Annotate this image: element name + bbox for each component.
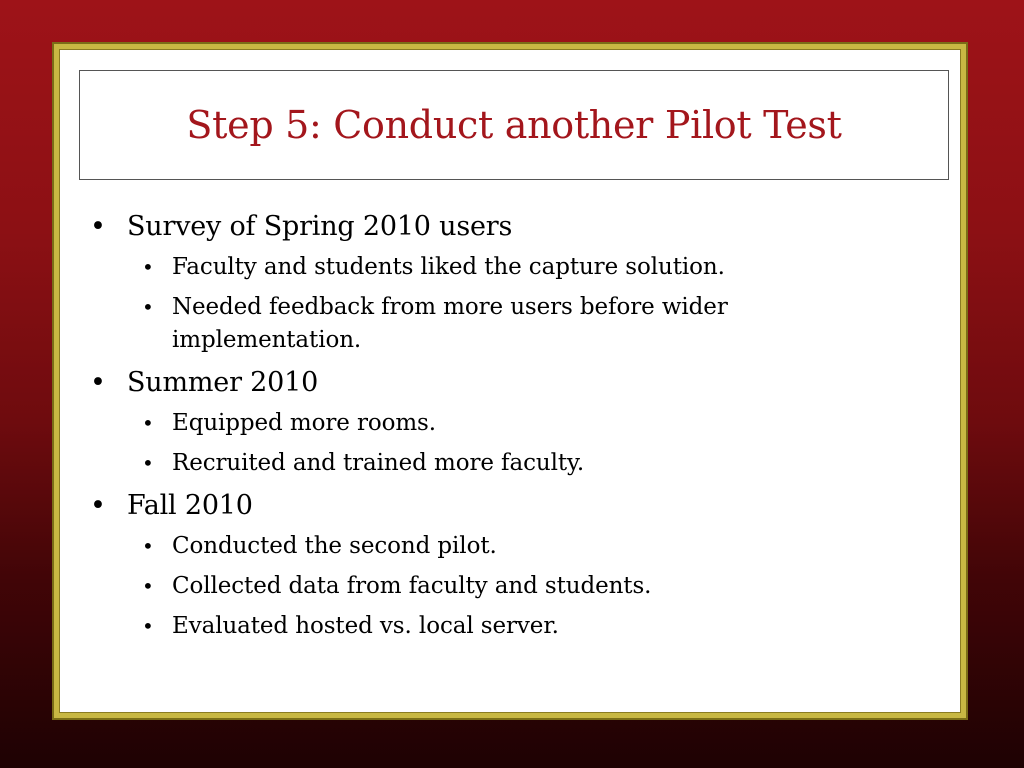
bullet-icon: • [142,534,154,558]
bullet-item-level2 [90,407,920,440]
bullet-icon: • [90,490,106,521]
bullet-text: Evaluated hosted vs. local server. [172,613,559,639]
section-heading: Fall 2010 [127,490,253,521]
title-box [79,70,949,180]
slide-frame [52,42,968,720]
bullet-icon: • [142,574,154,598]
slide-title: Step 5: Conduct another Pilot Test [186,103,842,147]
section-spring-2010 [90,210,920,357]
bullet-item-level2 [90,530,920,563]
section-heading: Summer 2010 [127,367,319,398]
bullet-item-level1 [90,366,920,400]
bullet-icon: • [142,411,154,435]
bullet-item-level1 [90,489,920,523]
bullet-item-level1 [90,210,920,244]
bullet-item-level2 [90,447,920,480]
bullet-icon: • [90,211,106,242]
slide-panel [59,49,961,713]
bullet-text: Collected data from faculty and students. [172,573,652,599]
section-fall-2010 [90,489,920,643]
bullet-icon: • [142,255,154,279]
bullet-item-level2 [90,291,920,357]
bullet-icon: • [142,614,154,638]
bullet-text: Conducted the second pilot. [172,533,497,559]
section-summer-2010 [90,366,920,480]
bullet-text: Needed feedback from more users before wider implementation. [172,294,728,353]
sub-bullet-list [90,251,920,357]
bullet-icon: • [90,367,106,398]
slide-content [90,210,920,652]
sub-bullet-list [90,407,920,480]
bullet-text: Equipped more rooms. [172,410,436,436]
bullet-item-level2 [90,251,920,284]
bullet-item-level2 [90,570,920,603]
sub-bullet-list [90,530,920,643]
bullet-icon: • [142,295,154,319]
bullet-text: Faculty and students liked the capture solution. [172,254,725,280]
section-heading: Survey of Spring 2010 users [127,211,513,242]
bullet-icon: • [142,451,154,475]
bullet-text: Recruited and trained more faculty. [172,450,585,476]
bullet-item-level2 [90,610,920,643]
